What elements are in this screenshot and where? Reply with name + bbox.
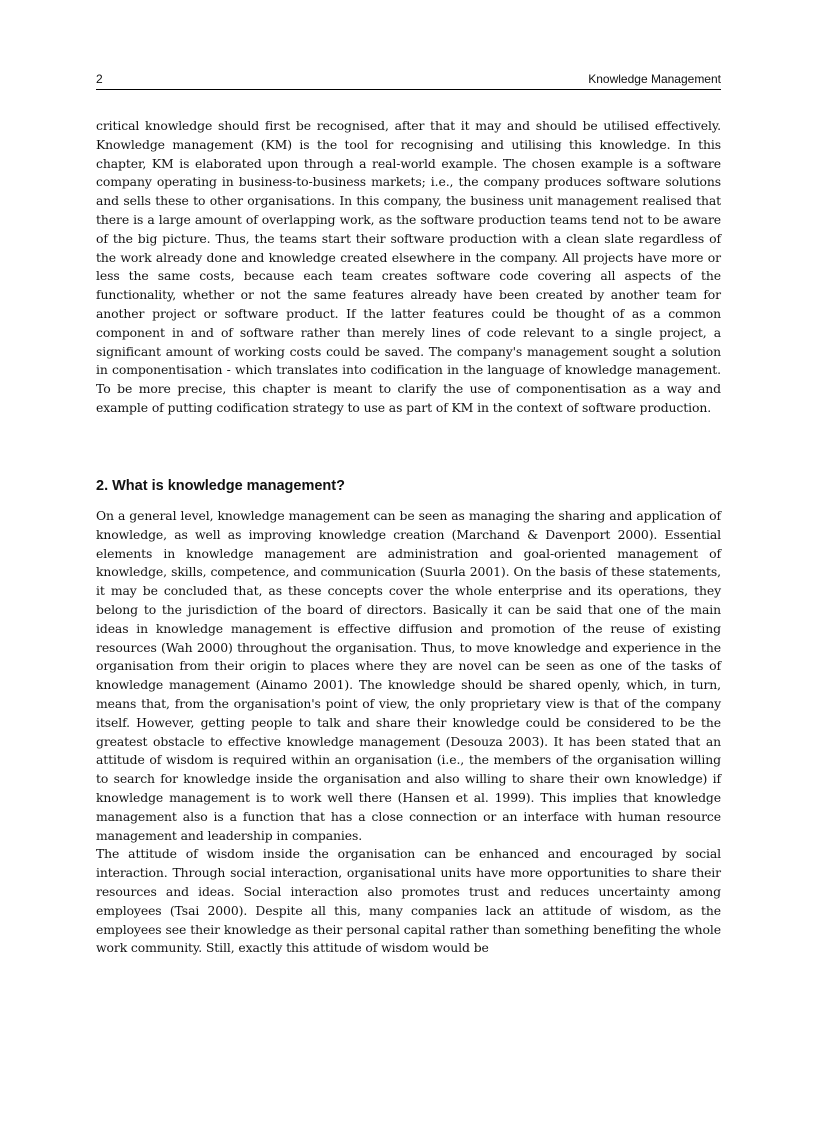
paragraph-1: critical knowledge should first be recognised, after that it may and should be utilised effectively. Knowledge management (KM) is the tool for recognising and utilising this knowledge. In this chapter, KM is elaborated upon through a real-world example. The chosen example is a software company operating in business-to-business markets; i.e., the company produces software solutions and sells these to other organisations. In this company, the business unit management realised that there is a large amount of overlapping work, as the software production teams tend not to be aware of the big picture. Thus, the teams start their software production with a clean slate regardless of the work already done and knowledge created elsewhere in the company. All projects have more or less the same costs, because each team creates software code covering all aspects of the functionality, whether or not the same features already have been created by another team for another project or software product. If the latter features could be thought of as a common component in and of software rather than merely lines of code relevant to a single project, a significant amount of working costs could be saved. The company's management sought a solution in componentisation - which translates into codification in the language of knowledge management. To be more precise, this chapter is meant to clarify the use of componentisation as a way and example of putting codification strategy to use as part of KM in the context of software production. [96, 118, 721, 415]
section-heading: 2. What is knowledge management? [96, 478, 345, 494]
intro-text-block [96, 117, 721, 418]
page-number: 2 [96, 72, 103, 86]
running-header [96, 71, 721, 90]
paragraph-3: The attitude of wisdom inside the organisation can be enhanced and encouraged by social interaction. Through social interaction, organisational units have more opportunities to share their resources and ideas. Social interaction also promotes trust and reduces uncertainty among employees (Tsai 2000). Despite all this, many companies lack an attitude of wisdom, as the employees see their knowledge as their personal capital rather than something benefiting the whole work community. Still, exactly this attitude of wisdom would be [96, 846, 721, 956]
running-title: Knowledge Management [588, 72, 721, 86]
section-text-block [96, 507, 721, 958]
paragraph-2: On a general level, knowledge management can be seen as managing the sharing and application of knowledge, as well as improving knowledge creation (Marchand & Davenport 2000). Essential elements in knowledge management are administration and goal-oriented management of knowledge, skills, competence, and communication (Suurla 2001). On the basis of these statements, it may be concluded that, as these concepts cover the whole enterprise and its operations, they belong to the jurisdiction of the board of directors. Basically it can be said that one of the main ideas in knowledge management is effective diffusion and promotion of the reuse of existing resources (Wah 2000) throughout the organisation. Thus, to move knowledge and experience in the organisation from their origin to places where they are novel can be seen as one of the tasks of knowledge management (Ainamo 2001). The knowledge should be shared openly, which, in turn, means that, from the organisation's point of view, the only proprietary view is that of the company itself. However, getting people to talk and share their knowledge could be considered to be the greatest obstacle to effective knowledge management (Desouza 2003). It has been stated that an attitude of wisdom is required within an organisation (i.e., the members of the organisation willing to search for knowledge inside the organisation and also willing to share their own knowledge) if knowledge management is to work well there (Hansen et al. 1999). This implies that knowledge management also is a function that has a close connection or an interface with human resource management and leadership in companies. [96, 508, 721, 843]
